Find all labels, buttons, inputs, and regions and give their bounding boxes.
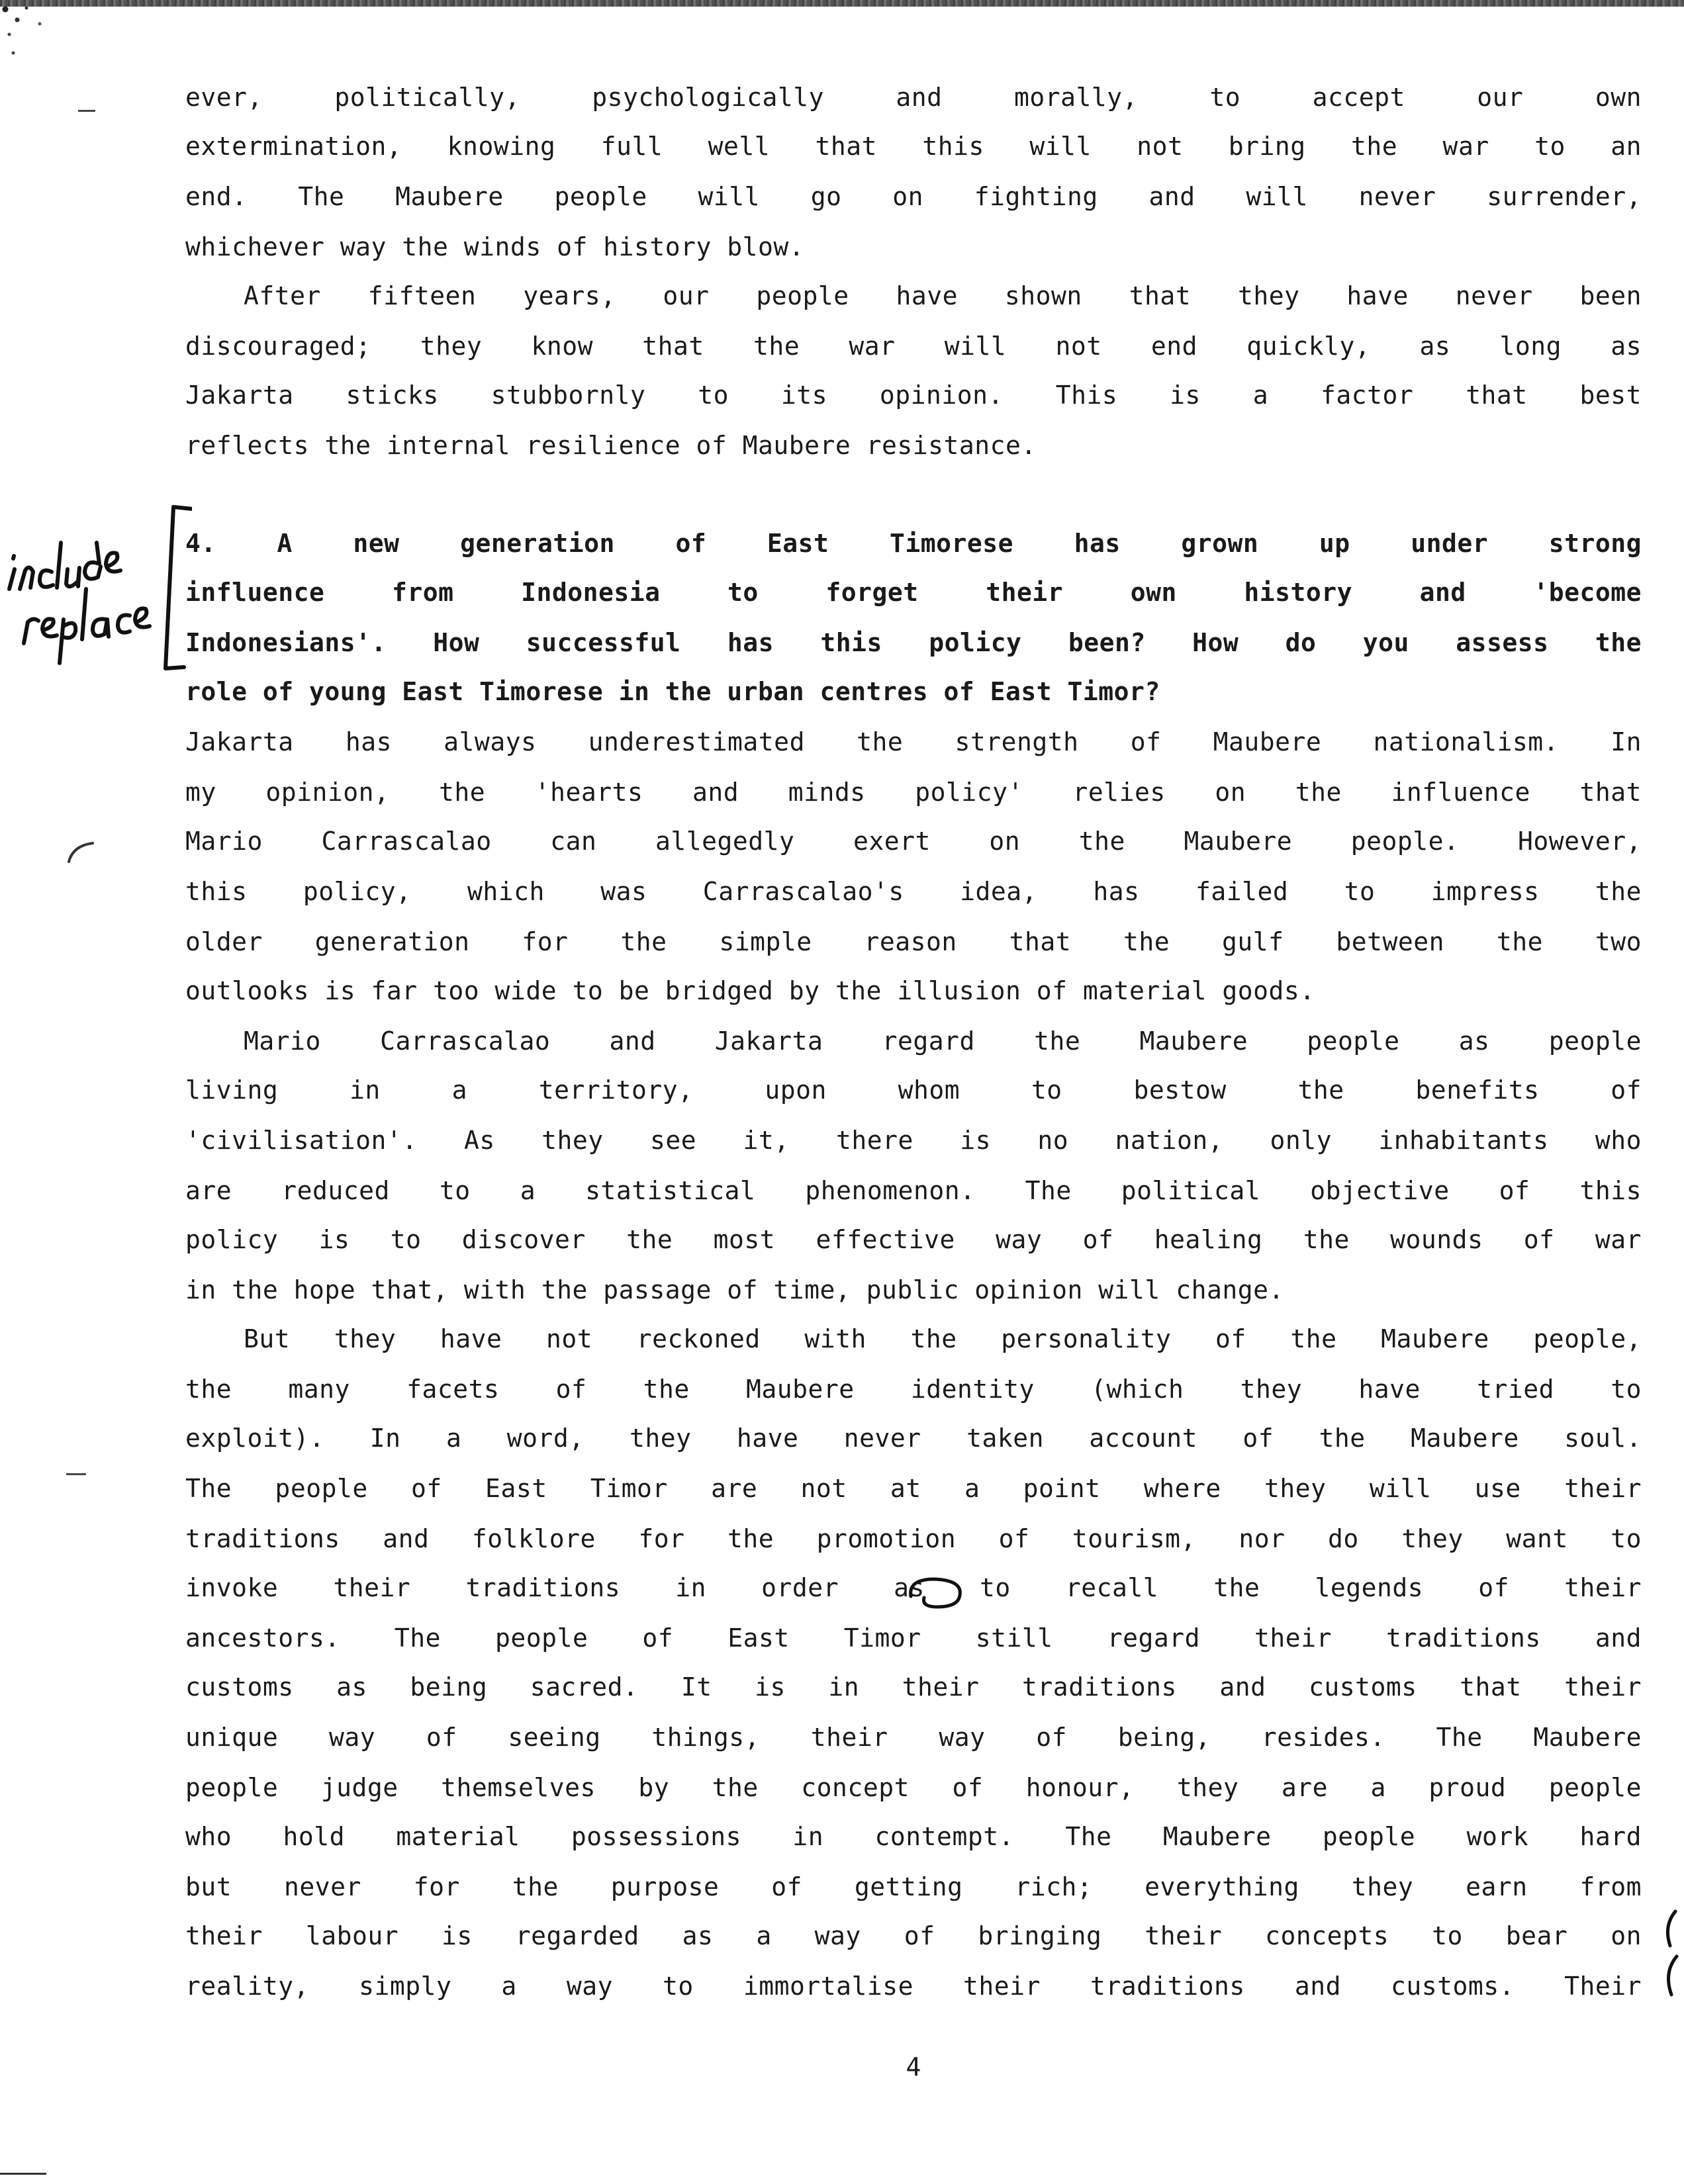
scan-bottom-rule <box>0 2173 46 2175</box>
text-line: Mario Carrascalao can allegedly exert on the Maubere people. However, <box>185 827 1642 856</box>
handwritten-margin-parens <box>1658 1906 1682 1999</box>
text-line: invoke their traditions in order as to recall the legends of their <box>185 1573 1642 1602</box>
text-line: After fifteen years, our people have shown that they have never been <box>244 281 1642 310</box>
question-line: Indonesians'. How successful has this policy been? How do you assess the <box>185 628 1642 657</box>
text-line: the many facets of the Maubere identity (which they have tried to <box>185 1375 1642 1404</box>
text-line: end. The Maubere people will go on fighting and will never surrender, <box>185 182 1642 211</box>
text-line: But they have not reckoned with the personality of the Maubere people, <box>244 1324 1642 1353</box>
handwritten-circle-mark <box>902 1574 968 1614</box>
text-line: reflects the internal resilience of Maubere resistance. <box>185 431 1037 460</box>
text-line: Jakarta sticks stubbornly to its opinion. This is a factor that best <box>185 381 1642 410</box>
scan-corner-specks <box>0 0 73 73</box>
text-line: in the hope that, with the passage of time, public opinion will change. <box>185 1275 1284 1304</box>
text-line: unique way of seeing things, their way of being, resides. The Maubere <box>185 1723 1642 1752</box>
text-line: this policy, which was Carrascalao's idea, has failed to impress the <box>185 877 1642 906</box>
text-line: but never for the purpose of getting rich; everything they earn from <box>185 1872 1642 1901</box>
text-line: The people of East Timor are not at a point where they will use their <box>185 1474 1642 1503</box>
text-line: are reduced to a statistical phenomenon. The political objective of this <box>185 1176 1642 1205</box>
text-line: whichever way the winds of history blow. <box>185 232 805 261</box>
text-line: reality, simply a way to immortalise their traditions and customs. Their <box>185 1972 1642 2001</box>
text-line: my opinion, the 'hearts and minds policy' relies on the influence that <box>185 778 1642 807</box>
scan-margin-tick <box>78 110 95 112</box>
scan-top-edge <box>0 0 1684 7</box>
text-line: discouraged; they know that the war will not end quickly, as long as <box>185 332 1642 361</box>
text-line: Mario Carrascalao and Jakarta regard the Maubere people as people <box>244 1026 1642 1056</box>
text-line: outlooks is far too wide to be bridged by the illusion of material goods. <box>185 976 1315 1005</box>
text-line: customs as being sacred. It is in their traditions and customs that their <box>185 1672 1642 1702</box>
text-line: extermination, knowing full well that this will not bring the war to an <box>185 132 1642 161</box>
question-line: influence from Indonesia to forget their own history and 'become <box>185 578 1642 607</box>
question-line: role of young East Timorese in the urban centres of East Timor? <box>185 677 1160 706</box>
handwritten-margin-note <box>0 490 192 708</box>
text-line: ever, politically, psychologically and morally, to accept our own <box>185 83 1642 112</box>
text-line: older generation for the simple reason that the gulf between the two <box>185 927 1642 956</box>
text-line: exploit). In a word, they have never taken account of the Maubere soul. <box>185 1424 1642 1453</box>
text-line: their labour is regarded as a way of bringing their concepts to bear on <box>185 1921 1642 1950</box>
text-line: 'civilisation'. As they see it, there is no nation, only inhabitants who <box>185 1126 1642 1155</box>
scan-margin-tick <box>66 1473 86 1475</box>
text-line: ancestors. The people of East Timor still regard their traditions and <box>185 1623 1642 1653</box>
text-line: living in a territory, upon whom to bestow the benefits of <box>185 1075 1642 1105</box>
text-line: traditions and folklore for the promotion of tourism, nor do they want to <box>185 1524 1642 1553</box>
margin-pen-stroke <box>60 839 99 866</box>
question-line: 4. A new generation of East Timorese has grown up under strong <box>185 529 1642 558</box>
text-line: policy is to discover the most effective way of healing the wounds of war <box>185 1225 1642 1254</box>
text-line: who hold material possessions in contempt. The Maubere people work hard <box>185 1822 1642 1851</box>
text-line: people judge themselves by the concept of honour, they are a proud people <box>185 1773 1642 1802</box>
text-line: Jakarta has always underestimated the strength of Maubere nationalism. In <box>185 727 1642 756</box>
page-number: 4 <box>906 2052 921 2081</box>
